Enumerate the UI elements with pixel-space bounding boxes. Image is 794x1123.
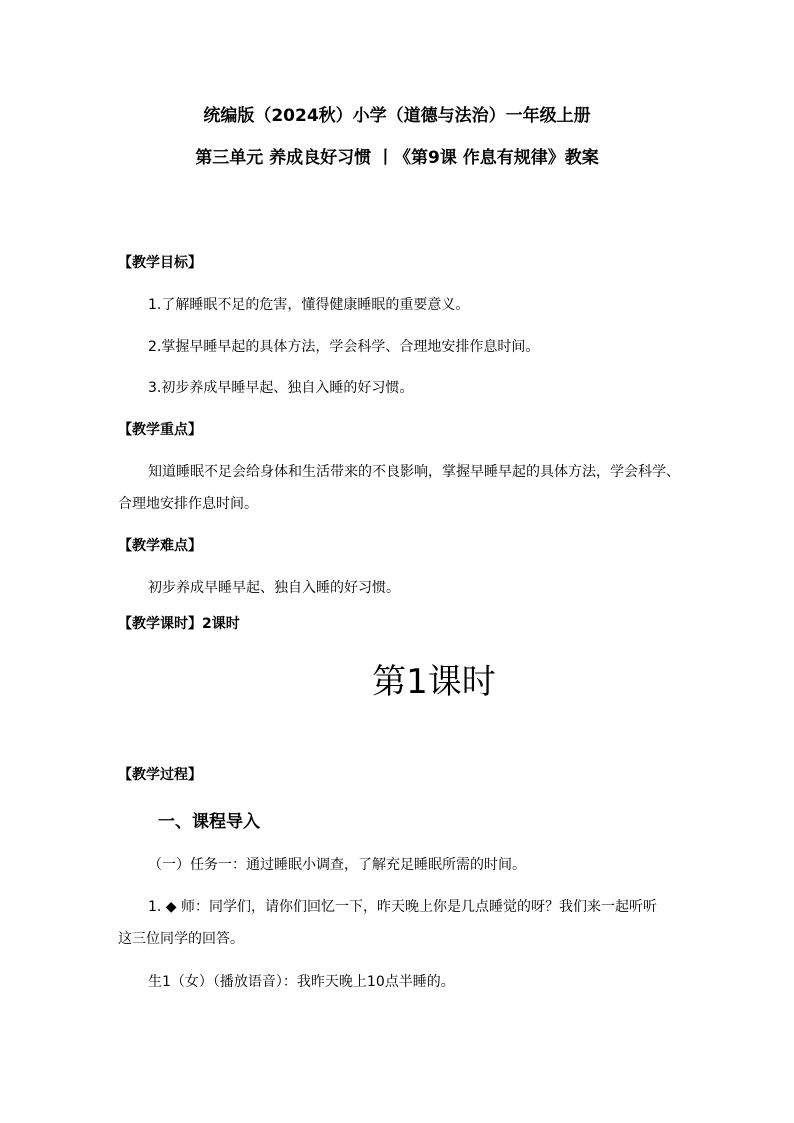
teacher-line2: 这三位同学的回答。 xyxy=(118,931,244,947)
key-points-text-line1: 知道睡眠不足会给身体和生活带来的不良影响，掌握早睡早起的具体方法，学会科学、 xyxy=(148,464,680,480)
difficulties-text: 初步养成早睡早起、独自入睡的好习惯。 xyxy=(148,580,400,596)
document-title-line2: 第三单元 养成良好习惯 丨《第9课 作息有规律》教案 xyxy=(195,148,599,168)
document-title-line1: 统编版（2024秋）小学（道德与法治）一年级上册 xyxy=(203,106,591,126)
objectives-heading: 【教学目标】 xyxy=(118,255,202,271)
teacher-line1: 1. ◆ 师：同学们，请你们回忆一下，昨天晚上你是几点睡觉的呀？我们来一起听听 xyxy=(148,899,658,915)
lesson-title: 第1课时 xyxy=(372,662,496,702)
class-hours: 【教学课时】2课时 xyxy=(118,616,240,632)
task-heading: （一）任务一：通过睡眠小调查，了解充足睡眠所需的时间。 xyxy=(148,857,526,873)
student-answer: 生1（女）（播放语音）：我昨天晚上10点半睡的。 xyxy=(148,974,455,990)
objective-item: 1.了解睡眠不足的危害，懂得健康睡眠的重要意义。 xyxy=(148,297,470,313)
key-points-heading: 【教学重点】 xyxy=(118,422,202,438)
objective-item: 2.掌握早睡早起的具体方法，学会科学、合理地安排作息时间。 xyxy=(148,339,540,355)
section-heading-intro: 一、课程导入 xyxy=(158,812,260,832)
difficulties-heading: 【教学难点】 xyxy=(118,538,202,554)
key-points-text-line2: 合理地安排作息时间。 xyxy=(118,496,258,512)
objective-item: 3.初步养成早睡早起、独自入睡的好习惯。 xyxy=(148,380,414,396)
process-heading: 【教学过程】 xyxy=(118,767,202,783)
